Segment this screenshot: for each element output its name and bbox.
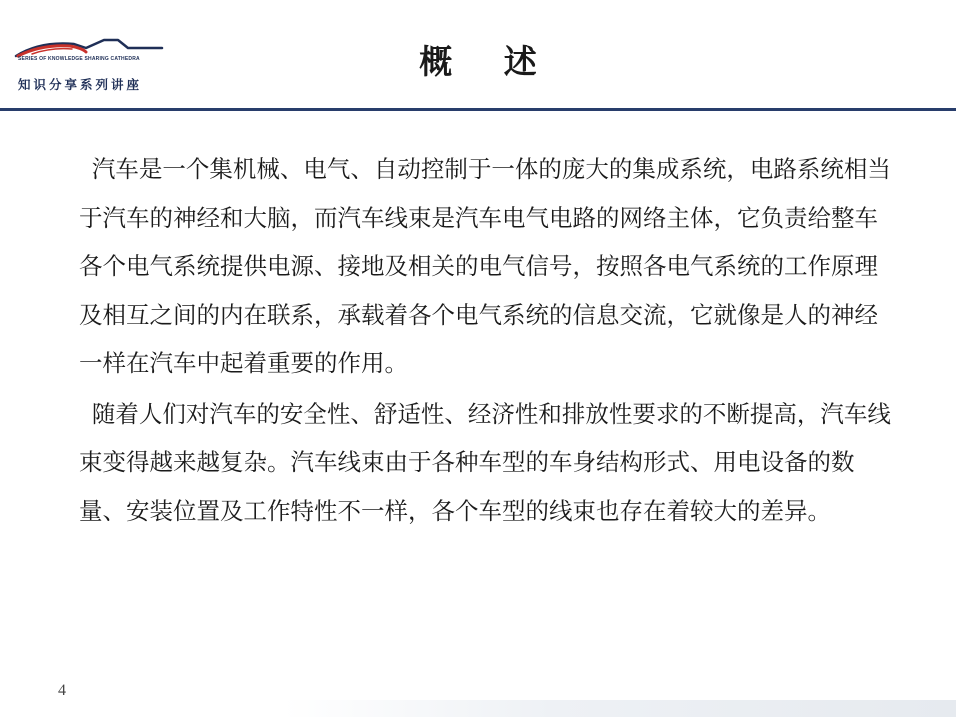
paragraph-intro: 汽车是一个集机械、电气、自动控制于一体的庞大的集成系统，电路系统相当于汽车的神经和大脑，而汽车线束是汽车电气电路的网络主体，它负责给整车各个电气系统提供电源、接地及相关的电气信号，按照各电气系统的工作原理及相互之间的内在联系，承载着各个电气系统的信息交流，它就像是人的神经一样在汽车中起着重要的作用。	[79, 155, 891, 377]
body-text	[79, 145, 893, 535]
page-number: 4	[58, 682, 66, 699]
series-name: 知识分享系列讲座	[18, 77, 143, 92]
footer-strip	[283, 700, 956, 717]
logo-tagline: SERIES OF KNOWLEDGE SHARING CATHEDRA	[18, 56, 140, 62]
paragraph-complexity: 随着人们对汽车的安全性、舒适性、经济性和排放性要求的不断提高，汽车线束变得越来越复杂。汽车线束由于各种车型的车身结构形式、用电设备的数量、安装位置及工作特性不一样，各个车型的线束也存在着较大的差异。	[79, 399, 891, 525]
slide-title: 概 述	[419, 42, 557, 81]
header-divider	[0, 108, 956, 111]
